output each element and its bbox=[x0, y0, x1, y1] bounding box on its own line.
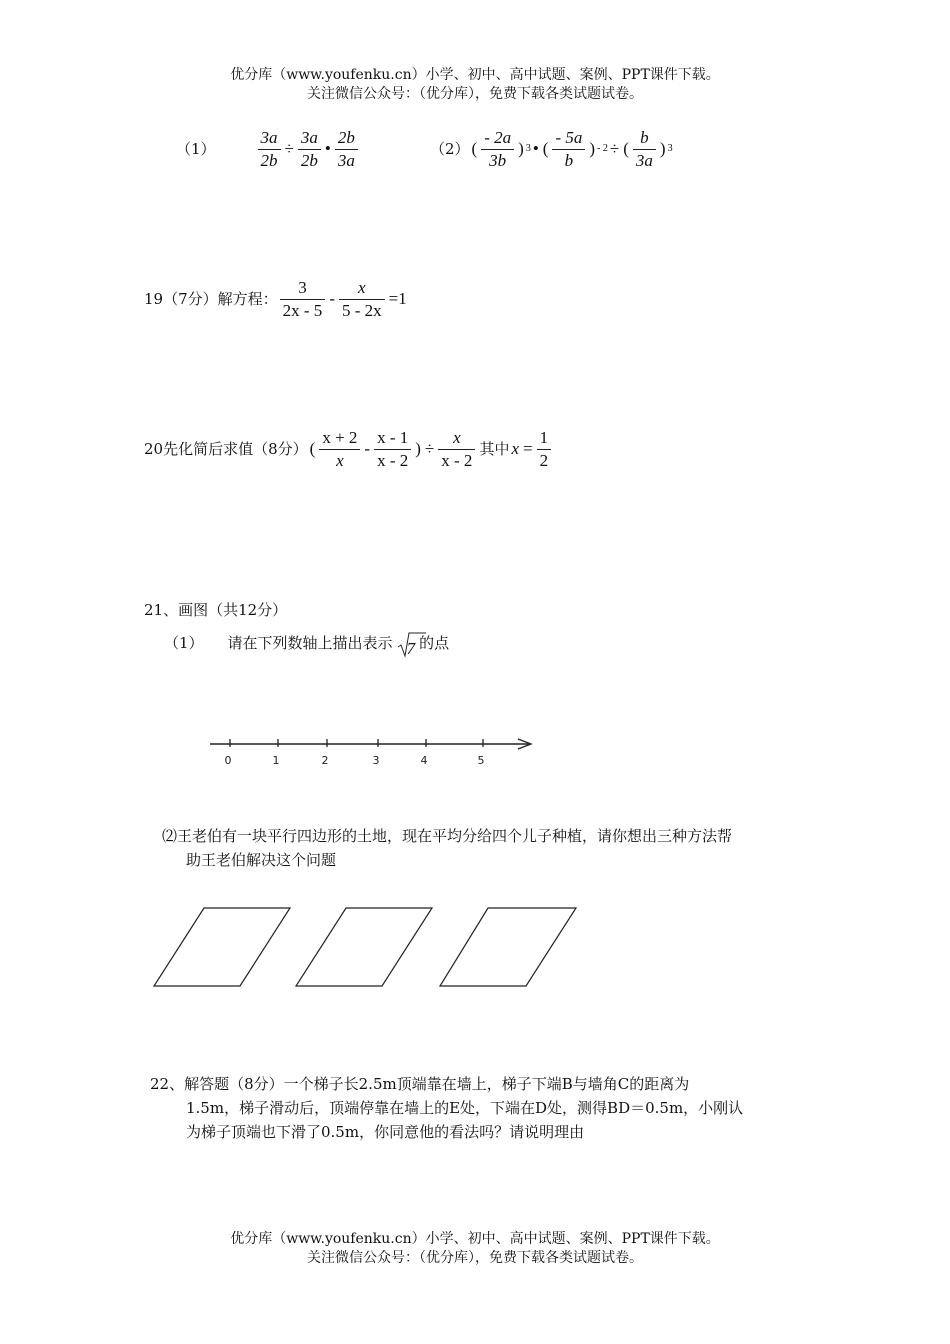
q21-part-1-tail: 的点 bbox=[419, 634, 450, 652]
fraction: $\frac{3a}{2b}$ bbox=[258, 127, 281, 172]
divide-sign: ÷ bbox=[284, 139, 294, 158]
fraction: $\frac{1}{2}$ bbox=[537, 427, 552, 472]
parallelogram-figures bbox=[150, 904, 590, 992]
q18-expression-1 bbox=[176, 128, 360, 170]
page-footer bbox=[0, 1230, 950, 1268]
q22-line-2: 1.5m，梯子滑动后，顶端停靠在墙上的E处，下端在D处，测得BD＝0.5m，小刚认 bbox=[186, 1099, 744, 1117]
page-header bbox=[0, 66, 950, 104]
equals-one: =1 bbox=[388, 289, 407, 308]
fraction: $\frac{x - 1}{x - 2}$ bbox=[374, 427, 411, 472]
fraction: $\frac{3}{2x - 5}$ bbox=[280, 277, 326, 322]
exponent: - 2 bbox=[597, 143, 608, 154]
q20-mid-text: 其中 bbox=[479, 440, 510, 458]
q21-part-1-text: 请在下列数轴上描出表示 bbox=[227, 634, 393, 652]
multiply-dot: • bbox=[324, 139, 331, 158]
q22 bbox=[150, 1072, 820, 1144]
axis-tick-label: 5 bbox=[477, 754, 485, 767]
q18-expression-2: （2） ( $\frac{- 2a}{3b}$ ) 3 • ( $\frac{- 5a}{b}$ ) - 2 ÷ ( $\frac{b}{3a}$ ) 3 bbox=[430, 127, 673, 170]
divide-sign: ÷ bbox=[609, 139, 620, 158]
fraction: $\frac{2b}{3a}$ bbox=[335, 127, 358, 172]
divide-sign: ÷ bbox=[424, 439, 435, 458]
number-line bbox=[200, 728, 545, 774]
header-line-1: 优分库（www.youfenku.cn）小学、初中、高中试题、案例、PPT课件下载。 bbox=[230, 67, 720, 83]
fraction: $\frac{- 2a}{3b}$ bbox=[481, 127, 514, 172]
axis-tick-label: 0 bbox=[224, 754, 232, 767]
q21-part-2-line-1: ⑵王老伯有一块平行四边形的土地，现在平均分给四个儿子种植，请你想出三种方法帮 bbox=[162, 827, 733, 845]
axis-tick-label: 1 bbox=[272, 754, 280, 767]
fraction: $\frac{- 5a}{b}$ bbox=[552, 127, 585, 172]
q18-label-2: （2） bbox=[430, 140, 470, 158]
fraction: $\frac{x + 2}{x}$ bbox=[319, 427, 360, 472]
axis-tick-label: 3 bbox=[372, 754, 380, 767]
q22-line-3: 为梯子顶端也下滑了0.5m，你同意他的看法吗？请说明理由 bbox=[186, 1123, 585, 1141]
q21-part-2-line-2: 助王老伯解决这个问题 bbox=[186, 851, 337, 869]
q19-prefix: 19（7分）解方程： bbox=[144, 290, 278, 308]
sqrt-7: 7 bbox=[397, 627, 416, 659]
q18-label-1: （1） bbox=[176, 140, 216, 158]
q21-part-1-label: （1） bbox=[164, 634, 204, 652]
q22-line-1: 22、解答题（8分）一个梯子长2.5m顶端靠在墙上，梯子下端B与墙角C的距离为 bbox=[150, 1075, 690, 1093]
exponent: 3 bbox=[525, 143, 531, 154]
q20: 20先化简后求值（8分） ( $\frac{x + 2}{x}$ - $\frac{x - 1}{x - 2}$ ) ÷ $\frac{x}{x - 2}$ 其中 x = $\frac{1}{2}$ bbox=[144, 425, 553, 473]
exponent: 3 bbox=[667, 143, 673, 154]
axis-tick-label: 4 bbox=[420, 754, 428, 767]
multiply-dot: • bbox=[532, 139, 539, 158]
q20-prefix: 20先化简后求值（8分） bbox=[144, 440, 308, 458]
q21-title: 21、画图（共12分） bbox=[144, 601, 288, 619]
parallelogram-3 bbox=[440, 908, 576, 986]
fraction: $\frac{x}{5 - 2x}$ bbox=[339, 277, 385, 322]
q21-part-2 bbox=[162, 824, 822, 872]
parallelogram-1 bbox=[154, 908, 290, 986]
q21-part-1 bbox=[164, 626, 449, 660]
fraction: $\frac{3a}{2b}$ bbox=[298, 127, 321, 172]
fraction: $\frac{b}{3a}$ bbox=[633, 127, 656, 172]
parallelogram-2 bbox=[296, 908, 432, 986]
header-line-2: 关注微信公众号：（优分库），免费下载各类试题试卷。 bbox=[307, 86, 643, 102]
fraction: $\frac{x}{x - 2}$ bbox=[438, 427, 475, 472]
footer-line-2: 关注微信公众号：（优分库），免费下载各类试题试卷。 bbox=[307, 1250, 643, 1266]
q19: 19（7分）解方程： $\frac{3}{2x - 5}$ - $\frac{x}{5 - 2x}$ =1 bbox=[144, 277, 407, 320]
axis-tick-label: 2 bbox=[321, 754, 329, 767]
footer-line-1: 优分库（www.youfenku.cn）小学、初中、高中试题、案例、PPT课件下载。 bbox=[230, 1231, 720, 1247]
